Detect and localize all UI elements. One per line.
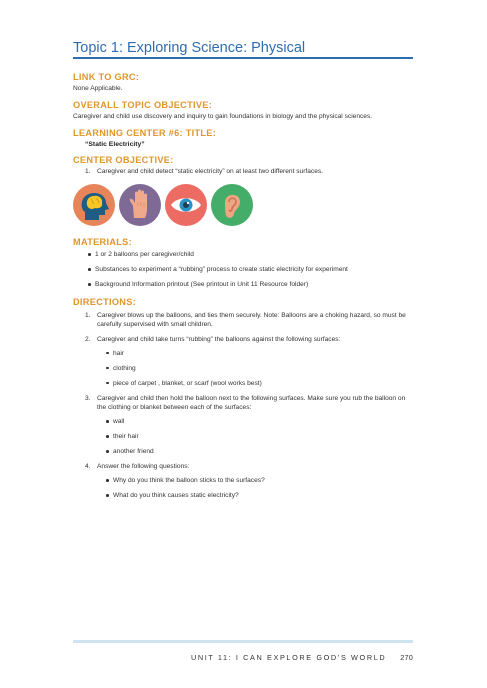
objective-text: Caregiver and child use discovery and inquiry to gain foundations in biology and the physical sciences. — [73, 113, 373, 120]
surface-list — [103, 349, 413, 388]
page-title: Topic 1: Exploring Science: Physical — [73, 40, 306, 56]
page-number: 270 — [400, 653, 413, 662]
step-number: 2. — [85, 335, 91, 343]
list-item: Substances to experiment a “rubbing” process to create static electricity for experiment — [85, 265, 413, 274]
question-list — [103, 476, 413, 500]
hand-icon — [119, 184, 161, 226]
step-text: Caregiver blows up the balloons, and ties them securely. Note: Balloons are a choking hazard, so must be carefully supervised with small children. — [97, 312, 406, 329]
center-objective-list — [73, 167, 413, 176]
materials-list — [85, 250, 413, 289]
directions-heading: DIRECTIONS: — [73, 297, 137, 308]
link-grc-text: None Applicable. — [73, 85, 123, 92]
objective-heading: OVERALL TOPIC OBJECTIVE: — [73, 100, 213, 110]
item-number: 1. — [85, 168, 91, 175]
list-item: What do you think causes static electricity? — [103, 491, 413, 500]
main-content — [73, 71, 413, 506]
list-item: 1 or 2 balloons per caregiver/child — [85, 250, 413, 259]
footer-divider — [73, 640, 413, 643]
step-text: Caregiver and child then hold the balloon next to the following surfaces. Make sure you rub the balloon on the clothing or blanket between each of the surfaces: — [97, 394, 406, 412]
surface-list — [103, 417, 413, 456]
list-item: their hair — [103, 432, 413, 441]
step-number: 4. — [85, 463, 91, 471]
footer-unit-title: UNIT 11: I CAN EXPLORE GOD’S WORLD — [190, 653, 387, 662]
direction-step — [73, 311, 413, 329]
direction-step — [73, 462, 413, 500]
list-item: hair — [103, 349, 413, 358]
list-item: wall — [103, 417, 413, 426]
item-text: Caregiver and child detect “static electricity” on at least two different surfaces. — [97, 168, 324, 175]
learning-center-heading: LEARNING CENTER #6: TITLE: — [73, 128, 217, 138]
step-number: 3. — [85, 394, 91, 402]
center-objective-heading: CENTER OBJECTIVE: — [73, 155, 174, 165]
materials-heading: MATERIALS: — [73, 237, 132, 248]
step-text: Answer the following questions: — [97, 463, 190, 471]
list-item: piece of carpet , blanket, or scarf (wool works best) — [103, 379, 413, 388]
ear-icon — [211, 184, 253, 226]
direction-step — [73, 394, 413, 456]
list-item: another friend — [103, 447, 413, 456]
direction-step — [73, 335, 413, 388]
learning-center-title: “Static Electricity” — [85, 141, 145, 148]
footer — [191, 653, 413, 662]
step-number: 1. — [85, 312, 91, 320]
list-item — [73, 167, 413, 176]
list-item: Background Information printout (See printout in Unit 11 Resource folder) — [85, 280, 413, 289]
eye-icon — [165, 184, 207, 226]
title-divider — [73, 57, 413, 59]
list-item: Why do you think the balloon sticks to the surfaces? — [103, 476, 413, 485]
link-grc-heading: LINK TO GRC: — [73, 72, 140, 82]
step-text: Caregiver and child take turns “rubbing” the balloons against the following surfaces: — [97, 335, 341, 343]
sense-icons — [73, 184, 413, 226]
list-item: clothing — [103, 364, 413, 373]
directions-list — [73, 311, 413, 500]
brain-icon — [73, 184, 115, 226]
